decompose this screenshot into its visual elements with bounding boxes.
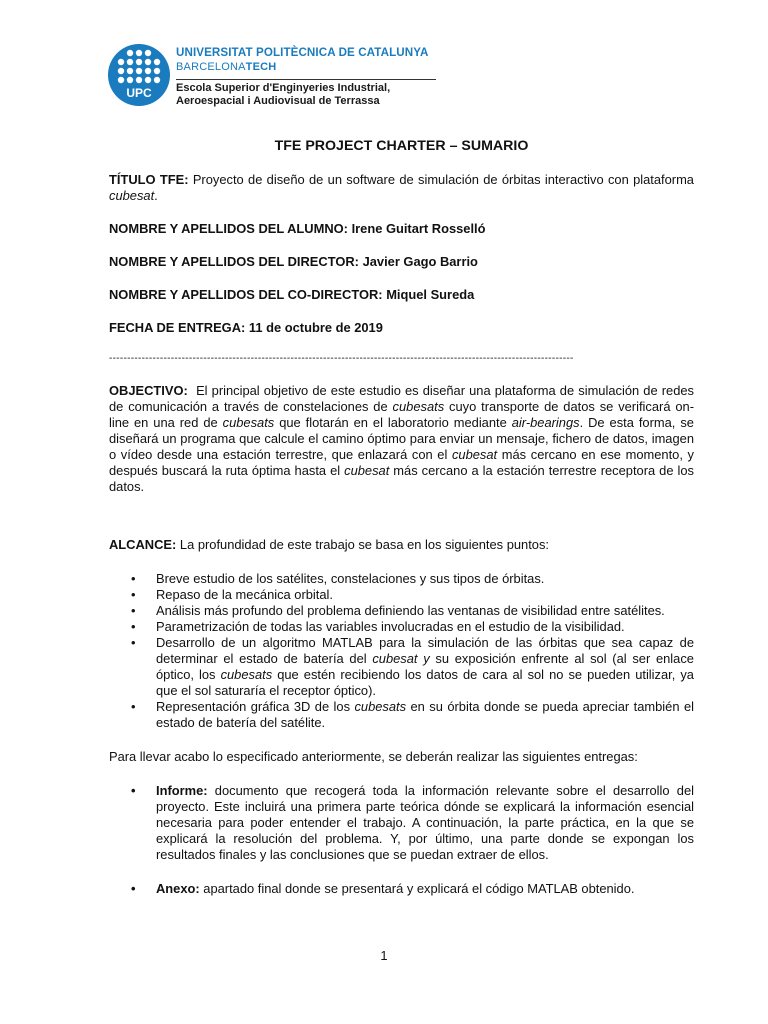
objetivo-text-1: El principal objetivo de este estudio es diseñar una plataforma de simulación de redes de comunicación a través de constelaciones de xyxy=(109,383,694,414)
document-body xyxy=(109,138,694,915)
scope-item-5-italic-2: cubesats xyxy=(220,667,273,682)
subtitle-prefix: BARCELONA xyxy=(176,61,246,73)
objetivo-text-2: cuyo transporte de datos se verificará on-line en una red de xyxy=(109,399,694,430)
anexo-label: Anexo: xyxy=(156,881,200,896)
school-line-2: Aeroespacial i Audiovisual de Terrassa xyxy=(176,95,380,107)
titulo-italic: cubesat xyxy=(109,188,155,203)
objetivo-text-3: que flotarán en el laboratorio mediante xyxy=(279,415,507,430)
university-subtitle xyxy=(176,60,436,74)
titulo-field xyxy=(109,172,694,204)
deliverables-list xyxy=(109,783,694,897)
titulo-text: Proyecto de diseño de un software de simulación de órbitas interactivo con plataforma xyxy=(192,172,694,187)
scope-item-2-text: Repaso de la mecánica orbital. xyxy=(156,587,333,602)
scope-item xyxy=(131,699,694,731)
deliverable-item xyxy=(131,783,694,863)
subtitle-bold: TECH xyxy=(245,61,277,73)
objetivo-paragraph xyxy=(109,383,694,495)
codirector-field xyxy=(109,287,694,303)
scope-item xyxy=(131,571,694,587)
deliverable-item xyxy=(131,881,694,897)
scope-item xyxy=(131,603,694,619)
scope-item-5-text-a: Desarrollo de un algoritmo MATLAB para la simulación de las órbitas que sea capaz de determinar el estado de batería del xyxy=(156,635,694,666)
anexo-text: apartado final donde se presentará y explicará el código MATLAB obtenido. xyxy=(203,881,635,896)
fecha-value: 11 de octubre de 2019 xyxy=(248,320,383,335)
logo-text: UPC xyxy=(126,86,152,100)
scope-item-4-text: Parametrización de todas las variables involucradas en el estudio de la visibilidad. xyxy=(156,619,625,634)
scope-item-5-text-b: su exposición enfrente al sol (al ser enlace óptico, los xyxy=(156,651,694,682)
informe-text: documento que recogerá toda la información relevante sobre el desarrollo del proyecto. Este incluirá una primera parte teórica dónde se explicará la información esencial necesaria para poder entender el trabajo. A continuación, la parte práctica, en la que se explicará la resolución del problema. Y, por último, una parte donde se expongan los resultados finales y las conclusiones que se puedan extraer de ellos. xyxy=(156,783,694,862)
entregas-intro: Para llevar acabo lo especificado anteriormente, se deberán realizar las siguientes entregas: xyxy=(109,749,638,764)
scope-list xyxy=(109,571,694,731)
fecha-field xyxy=(109,320,694,336)
page-number: 1 xyxy=(380,948,388,963)
objetivo-italic-4: cubesat xyxy=(451,447,498,462)
scope-item-6-text-a: Representación gráfica 3D de los xyxy=(156,699,351,714)
scope-item-3-text: Análisis más profundo del problema definiendo las ventanas de visibilidad entre satélites. xyxy=(156,603,665,618)
separator-line: -------------------------------------------------------------------------------------------------------------------------------- xyxy=(109,353,574,364)
objetivo-text-5: más cercano en ese momento, y después buscará la ruta óptima hasta el xyxy=(109,447,694,478)
informe-label: Informe: xyxy=(156,783,208,798)
director-field xyxy=(109,254,694,270)
scope-item-6-text-b: en su órbita donde se pueda apreciar también el estado de batería del satélite. xyxy=(156,699,694,730)
scope-item-1-text: Breve estudio de los satélites, constelaciones y sus tipos de órbitas. xyxy=(156,571,545,586)
section-gap xyxy=(109,495,694,537)
document-title: TFE PROJECT CHARTER – SUMARIO xyxy=(274,138,529,154)
alcance-label: ALCANCE: xyxy=(109,537,177,552)
objetivo-italic-3: air-bearings xyxy=(511,415,580,430)
alcance-paragraph xyxy=(109,537,694,553)
alcance-text: La profundidad de este trabajo se basa en los siguientes puntos: xyxy=(179,537,549,552)
codirector-label: NOMBRE Y APELLIDOS DEL CO-DIRECTOR: xyxy=(109,287,383,302)
objetivo-italic-5: cubesat xyxy=(344,463,390,478)
upc-logo xyxy=(108,44,428,106)
alumno-label: NOMBRE Y APELLIDOS DEL ALUMNO: xyxy=(109,221,348,236)
objetivo-text-6: más cercano a la estación terrestre receptora de los datos. xyxy=(109,463,694,494)
upc-logo-mark xyxy=(108,44,170,106)
alumno-field xyxy=(109,221,694,237)
director-label: NOMBRE Y APELLIDOS DEL DIRECTOR: xyxy=(109,254,359,269)
objetivo-text-4: . De esta forma, se diseñará un programa que calcule el camino óptimo para enviar un mensaje, fichero de datos, imagen o vídeo desde una estación terrestre, que enlazará con el xyxy=(109,415,694,462)
logo-text-block xyxy=(176,46,436,108)
titulo-end: . xyxy=(154,188,158,203)
scope-item-6-italic: cubesats xyxy=(354,699,407,714)
scope-item-5-italic-1: cubesat y xyxy=(372,651,430,666)
school-line-1: Escola Superior d'Enginyeries Industrial, xyxy=(176,82,391,94)
school-name xyxy=(176,79,436,108)
scope-item-5-text-c: que estén recibiendo los datos de cara al sol no se pueden utilizar, ya que el sol saturaría el receptor óptico). xyxy=(156,667,694,698)
scope-item xyxy=(131,635,694,699)
objetivo-italic-2: cubesats xyxy=(222,415,275,430)
scope-item xyxy=(131,619,694,635)
fecha-label: FECHA DE ENTREGA: xyxy=(109,320,246,335)
director-value: Javier Gago Barrio xyxy=(362,254,478,269)
codirector-value: Miquel Sureda xyxy=(386,287,475,302)
alumno-value: Irene Guitart Rosselló xyxy=(351,221,486,236)
titulo-label: TÍTULO TFE: xyxy=(109,172,189,187)
objetivo-italic-1: cubesats xyxy=(392,399,445,414)
university-name: UNIVERSITAT POLITÈCNICA DE CATALUNYA xyxy=(176,46,429,59)
objetivo-label: OBJECTIVO: xyxy=(109,383,188,398)
scope-item xyxy=(131,587,694,603)
